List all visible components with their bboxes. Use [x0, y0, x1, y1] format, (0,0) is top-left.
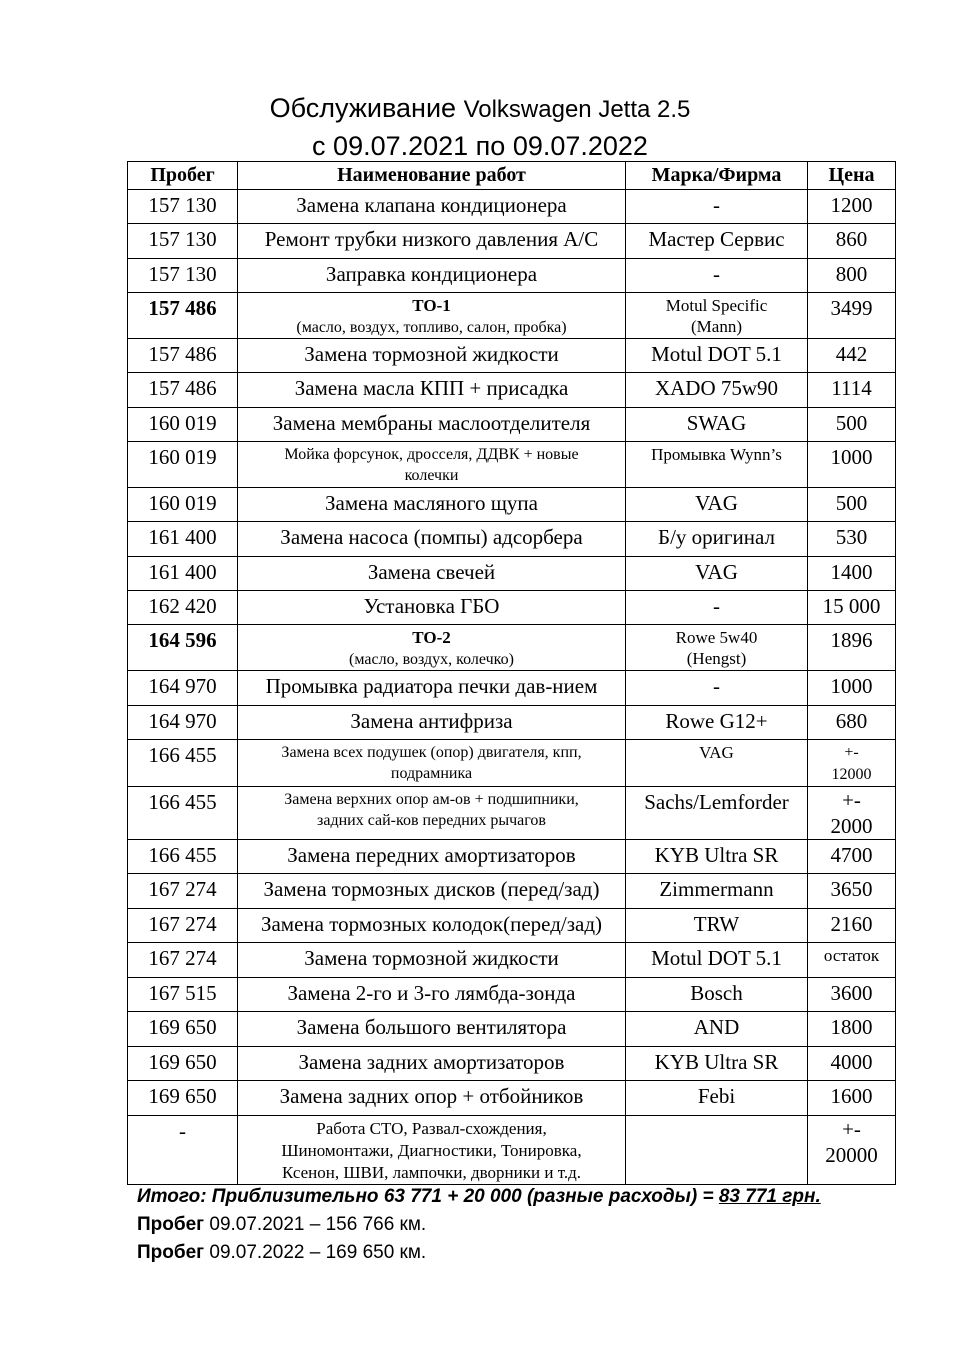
- cell-work: Замена мембраны маслоотделителя: [238, 408, 626, 442]
- cell-mileage: 167 274: [128, 874, 238, 909]
- brand-sub: (Hengst): [686, 649, 747, 668]
- cell-price: 800: [808, 259, 896, 293]
- cell-brand: -: [626, 591, 808, 625]
- cell-mileage: 157 486: [128, 339, 238, 373]
- cell-brand: XADO 75w90: [626, 373, 808, 408]
- cell-price: 530: [808, 522, 896, 557]
- table-row: [128, 706, 896, 740]
- cell-work: Замена задних опор + отбойников: [238, 1081, 626, 1116]
- cell-mileage: 169 650: [128, 1081, 238, 1116]
- table-row: [128, 1081, 896, 1116]
- cell-brand: Bosch: [626, 978, 808, 1012]
- table-row: [128, 671, 896, 706]
- mileage-start-value: 09.07.2021 – 156 766 км.: [204, 1214, 427, 1235]
- cell-mileage: 166 455: [128, 787, 238, 840]
- page-subtitle: с 09.07.2021 по 09.07.2022: [312, 131, 648, 161]
- cell-mileage: 157 130: [128, 224, 238, 259]
- price-line: +-: [842, 1117, 861, 1141]
- total-line: [137, 1186, 821, 1208]
- cell-mileage: 169 650: [128, 1012, 238, 1047]
- cell-mileage: 157 130: [128, 259, 238, 293]
- work-title: Замена верхних опор ам-ов + подшипники,: [284, 791, 579, 808]
- cell-mileage: 161 400: [128, 522, 238, 557]
- cell-mileage: 162 420: [128, 591, 238, 625]
- brand-name: Rowe 5w40: [675, 628, 758, 647]
- cell-price: 1800: [808, 1012, 896, 1047]
- cell-brand: VAG: [626, 557, 808, 591]
- work-title: ТО-1: [412, 296, 451, 315]
- table-row: [128, 978, 896, 1012]
- cell-price: 3499: [808, 293, 896, 339]
- cell-work: Замена клапана кондиционера: [238, 190, 626, 224]
- cell-price: 442: [808, 339, 896, 373]
- cell-price: 3650: [808, 874, 896, 909]
- header-mileage: Пробег: [128, 162, 238, 190]
- cell-brand: Rowe G12+: [626, 706, 808, 740]
- table-row: [128, 625, 896, 671]
- cell-work: Промывка радиатора печки дав-нием: [238, 671, 626, 706]
- table-row: [128, 408, 896, 442]
- maintenance-table: [127, 161, 896, 1185]
- cell-work: [238, 442, 626, 488]
- cell-work: Замена 2-го и 3-го лямбда-зонда: [238, 978, 626, 1012]
- table-row: [128, 224, 896, 259]
- table-row: [128, 259, 896, 293]
- cell-work: Замена задних амортизаторов: [238, 1047, 626, 1081]
- table-row: [128, 1047, 896, 1081]
- cell-work: Ремонт трубки низкого давления А/С: [238, 224, 626, 259]
- table-row: [128, 943, 896, 978]
- cell-mileage: -: [128, 1116, 238, 1185]
- cell-brand: Мастер Сервис: [626, 224, 808, 259]
- cell-mileage: 166 455: [128, 740, 238, 787]
- cell-mileage: 160 019: [128, 488, 238, 522]
- cell-brand: [626, 293, 808, 339]
- cell-mileage: 166 455: [128, 840, 238, 874]
- price-line: +-: [844, 744, 859, 761]
- cell-price: 4700: [808, 840, 896, 874]
- work-subtitle: колечки: [404, 467, 459, 484]
- mileage-start-label: Пробег: [137, 1214, 205, 1235]
- table-row: [128, 909, 896, 943]
- cell-work: Замена масла КПП + присадка: [238, 373, 626, 408]
- table-header-row: [128, 162, 896, 190]
- cell-work: Заправка кондиционера: [238, 259, 626, 293]
- cell-brand: TRW: [626, 909, 808, 943]
- cell-price: 15 000: [808, 591, 896, 625]
- page-title: [0, 95, 960, 122]
- title-car: Volkswagen Jetta 2.5: [463, 96, 691, 123]
- cell-mileage: 164 596: [128, 625, 238, 671]
- cell-brand: -: [626, 259, 808, 293]
- total-value: 83 771 грн.: [718, 1186, 821, 1207]
- cell-price: 680: [808, 706, 896, 740]
- mileage-start-line: [137, 1214, 426, 1236]
- cell-price: 1114: [808, 373, 896, 408]
- cell-work: Установка ГБО: [238, 591, 626, 625]
- cell-price: 3600: [808, 978, 896, 1012]
- cell-brand: -: [626, 671, 808, 706]
- work-line: Ксенон, ШВИ, лампочки, дворники и т.д.: [281, 1163, 582, 1182]
- cell-brand: Zimmermann: [626, 874, 808, 909]
- mileage-end-label: Пробег: [137, 1242, 205, 1263]
- table-row: [128, 339, 896, 373]
- cell-mileage: 160 019: [128, 408, 238, 442]
- cell-mileage: 169 650: [128, 1047, 238, 1081]
- table-row: [128, 190, 896, 224]
- cell-brand: Б/у оригинал: [626, 522, 808, 557]
- cell-price: 2160: [808, 909, 896, 943]
- cell-work: Замена антифриза: [238, 706, 626, 740]
- price-line: 20000: [825, 1143, 878, 1167]
- cell-brand: Motul DOT 5.1: [626, 339, 808, 373]
- table-row: [128, 840, 896, 874]
- cell-mileage: 167 274: [128, 943, 238, 978]
- table-row: [128, 1012, 896, 1047]
- work-subtitle: задних сай-ков передних рычагов: [317, 812, 546, 829]
- table-row: [128, 740, 896, 787]
- brand-name: Motul Specific: [665, 296, 768, 315]
- cell-work: Замена масляного щупа: [238, 488, 626, 522]
- mileage-end-line: [137, 1242, 426, 1264]
- header-brand: Марка/Фирма: [626, 162, 808, 190]
- cell-work: [238, 787, 626, 840]
- cell-mileage: 167 274: [128, 909, 238, 943]
- table-row: [128, 522, 896, 557]
- table-row: [128, 874, 896, 909]
- table-row: [128, 442, 896, 488]
- cell-mileage: 167 515: [128, 978, 238, 1012]
- header-price: Цена: [808, 162, 896, 190]
- cell-price: 4000: [808, 1047, 896, 1081]
- cell-mileage: 157 130: [128, 190, 238, 224]
- cell-work: Замена тормозных дисков (перед/зад): [238, 874, 626, 909]
- work-subtitle: подрамника: [390, 765, 473, 782]
- cell-brand: KYB Ultra SR: [626, 1047, 808, 1081]
- price-line: 2000: [830, 814, 873, 838]
- cell-price: 1896: [808, 625, 896, 671]
- price-line: +-: [842, 788, 861, 812]
- cell-work: Замена тормозных колодок(перед/зад): [238, 909, 626, 943]
- cell-brand: VAG: [626, 488, 808, 522]
- work-subtitle: (масло, воздух, топливо, салон, пробка): [296, 319, 567, 336]
- cell-work: Замена передних амортизаторов: [238, 840, 626, 874]
- price-line: 12000: [831, 766, 872, 783]
- table-row: [128, 591, 896, 625]
- table-row: [128, 787, 896, 840]
- cell-mileage: 164 970: [128, 671, 238, 706]
- cell-price: [808, 740, 896, 787]
- cell-work: [238, 625, 626, 671]
- cell-brand: [626, 1116, 808, 1185]
- cell-price: 1000: [808, 442, 896, 488]
- cell-price: 1600: [808, 1081, 896, 1116]
- cell-brand: KYB Ultra SR: [626, 840, 808, 874]
- mileage-end-value: 09.07.2022 – 169 650 км.: [204, 1242, 427, 1263]
- work-subtitle: (масло, воздух, колечко): [349, 651, 514, 668]
- cell-brand: Sachs/Lemforder: [626, 787, 808, 840]
- cell-mileage: 161 400: [128, 557, 238, 591]
- work-line: Работа СТО, Развал-схождения,: [316, 1119, 547, 1138]
- table-row: [128, 1116, 896, 1185]
- cell-price: 1200: [808, 190, 896, 224]
- brand-sub: (Mann): [691, 317, 742, 336]
- cell-work: Замена свечей: [238, 557, 626, 591]
- cell-work: Замена большого вентилятора: [238, 1012, 626, 1047]
- cell-work: [238, 293, 626, 339]
- cell-brand: SWAG: [626, 408, 808, 442]
- cell-work: [238, 740, 626, 787]
- cell-work: Замена насоса (помпы) адсорбера: [238, 522, 626, 557]
- cell-brand: -: [626, 190, 808, 224]
- cell-price: [808, 787, 896, 840]
- cell-brand: VAG: [626, 740, 808, 787]
- header-work: Наименование работ: [238, 162, 626, 190]
- work-line: Шиномонтажи, Диагностики, Тонировка,: [281, 1141, 582, 1160]
- cell-price: остаток: [808, 943, 896, 978]
- cell-price: [808, 1116, 896, 1185]
- table-row: [128, 488, 896, 522]
- cell-work: Замена тормозной жидкости: [238, 339, 626, 373]
- cell-brand: Febi: [626, 1081, 808, 1116]
- title-ru: Обслуживание: [269, 93, 457, 123]
- cell-price: 860: [808, 224, 896, 259]
- cell-brand: Промывка Wynn’s: [626, 442, 808, 488]
- cell-mileage: 164 970: [128, 706, 238, 740]
- table-row: [128, 373, 896, 408]
- cell-price: 500: [808, 488, 896, 522]
- table-row: [128, 293, 896, 339]
- cell-price: 1000: [808, 671, 896, 706]
- work-title: ТО-2: [412, 628, 451, 647]
- cell-mileage: 157 486: [128, 373, 238, 408]
- table-row: [128, 557, 896, 591]
- cell-brand: Motul DOT 5.1: [626, 943, 808, 978]
- cell-mileage: 160 019: [128, 442, 238, 488]
- cell-price: 1400: [808, 557, 896, 591]
- cell-brand: AND: [626, 1012, 808, 1047]
- cell-work: Замена тормозной жидкости: [238, 943, 626, 978]
- work-title: Замена всех подушек (опор) двигателя, кпп,: [281, 744, 582, 761]
- work-title: Мойка форсунок, дросселя, ДДВК + новые: [284, 446, 579, 463]
- total-prefix: Итого: Приблизительно 63 771 + 20 000 (разные расходы) =: [137, 1186, 719, 1207]
- cell-work: [238, 1116, 626, 1185]
- cell-brand: [626, 625, 808, 671]
- cell-mileage: 157 486: [128, 293, 238, 339]
- cell-price: 500: [808, 408, 896, 442]
